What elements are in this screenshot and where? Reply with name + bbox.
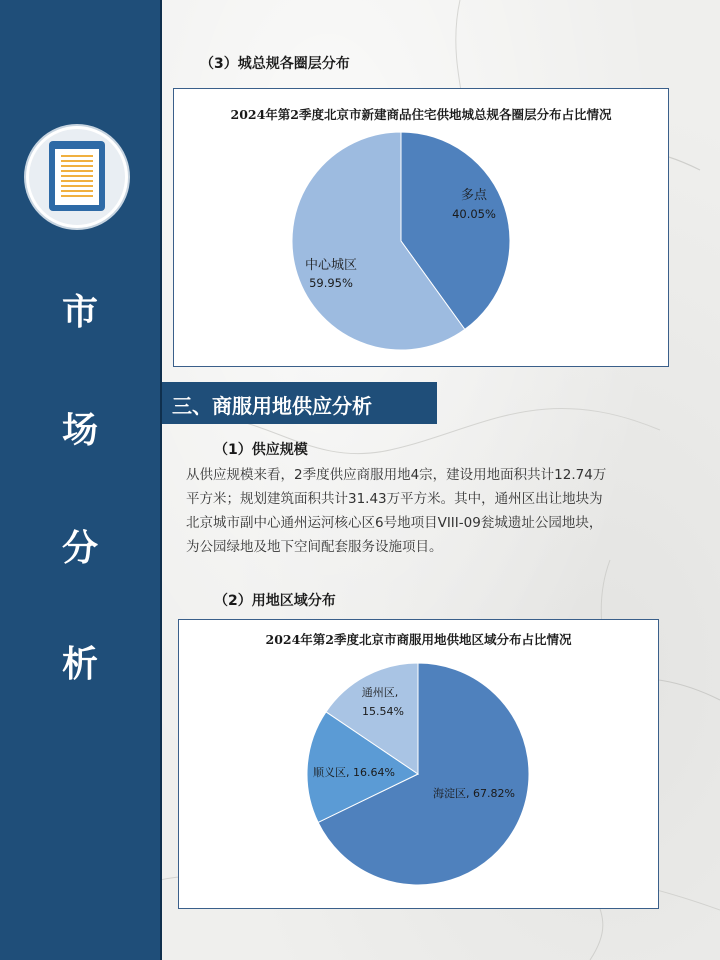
sidebar-title-char: 市 [61,292,98,333]
pie-data-label: 15.54% [362,705,404,718]
supply-scale-subhead: （1）供应规模 [214,442,308,458]
document-icon-badge [26,126,128,228]
ring-pie-chart [174,89,668,366]
paragraph-line: 平方米；规划建筑面积共计31.43万平方米。其中，通州区出让地块为 [186,491,603,507]
section-header [162,382,437,424]
pie-label-name: 中心城区 [304,258,358,273]
supply-paragraph [186,463,696,559]
sidebar-title-char: 析 [61,644,98,685]
pie-data-label: 通州区, [361,686,399,699]
paragraph-line: 北京城市副中心通州运河核心区6号地项目VIII-09瓮城遗址公园地块， [186,515,603,531]
pie-label-name: 多点 [460,188,488,203]
pie-data-label: 海淀区, 67.82% [433,787,515,800]
district-pie-chart [179,620,658,908]
sidebar [0,0,162,960]
ring-chart-frame [173,88,669,367]
pie-label-value: 40.05% [452,207,496,221]
ring-distribution-subhead: （3）城总规各圈层分布 [200,56,350,72]
ring-chart-title: 2024年第2季度北京市新建商品住宅供地城总规各圈层分布占比情况 [230,107,612,122]
district-chart-title: 2024年第2季度北京市商服用地供地区域分布占比情况 [265,632,572,647]
document-list-icon [49,141,105,211]
pie-label-value: 59.95% [309,276,353,290]
section-title: 三、商服用地供应分析 [172,394,372,418]
paragraph-line: 从供应规模来看，2季度供应商服用地4宗，建设用地面积共计12.74万 [186,467,607,483]
district-distribution-subhead: （2）用地区域分布 [214,593,336,609]
district-chart-frame [178,619,659,909]
sidebar-title-char: 场 [61,410,98,451]
paragraph-line: 为公园绿地及地下空间配套服务设施项目。 [186,539,443,555]
sidebar-title-char: 分 [61,528,98,569]
pie-data-label: 顺义区, 16.64% [313,766,395,779]
